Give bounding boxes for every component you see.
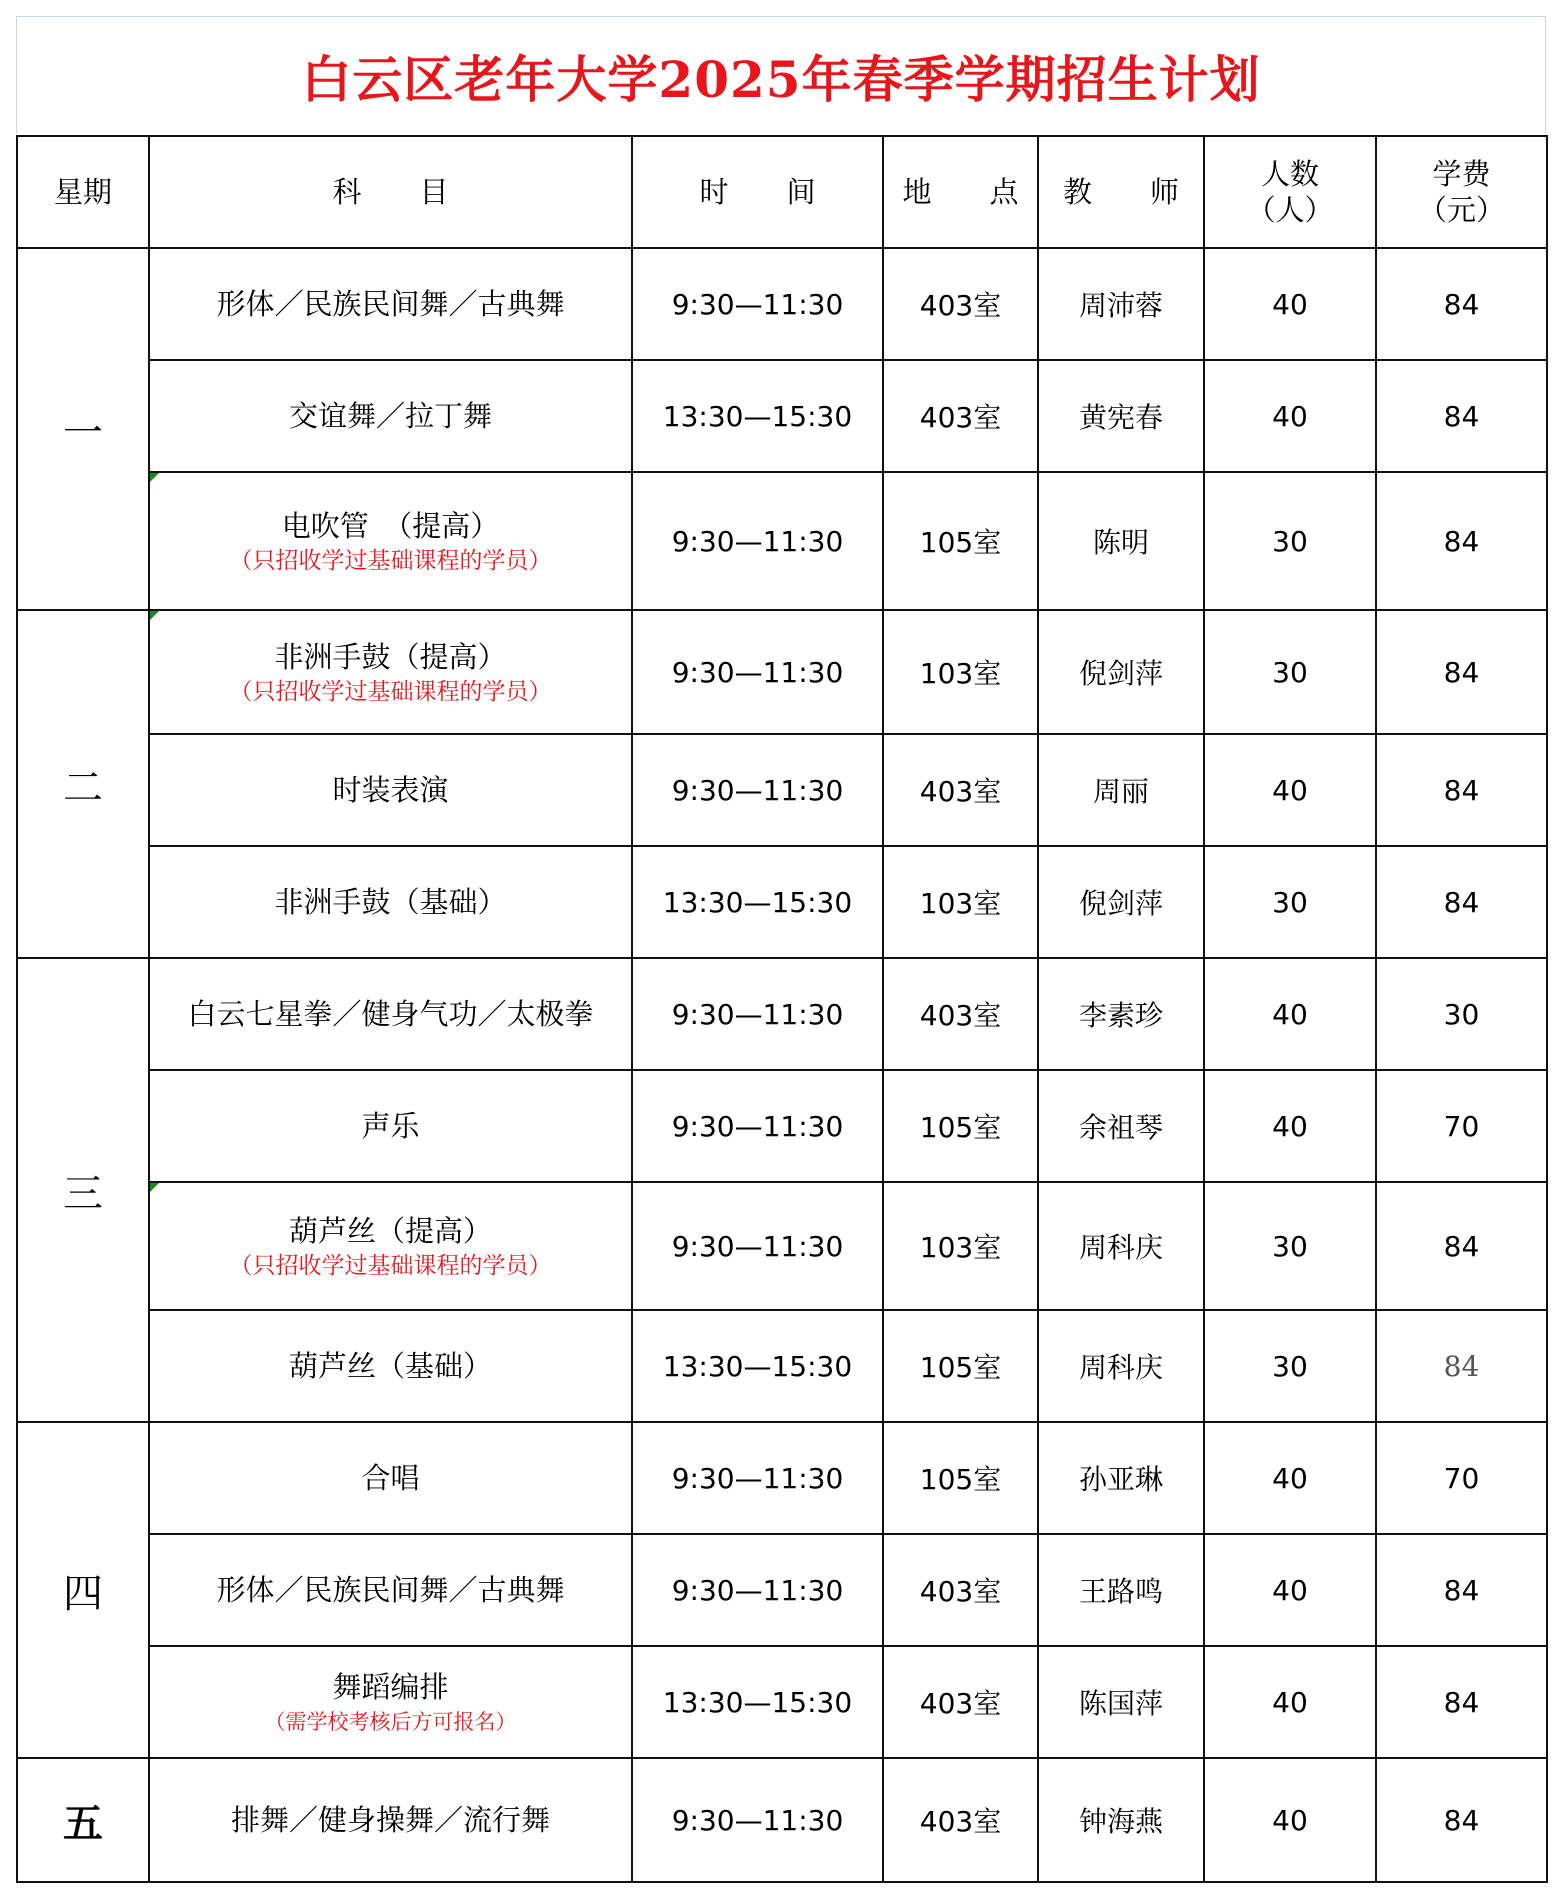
fee-cell: 84 xyxy=(1376,1534,1547,1646)
table-row xyxy=(17,1758,1547,1882)
subject-cell: 葫芦丝（基础） xyxy=(149,1310,632,1422)
fee-cell: 84 xyxy=(1376,1758,1547,1882)
subject-cell: 声乐 xyxy=(149,1070,632,1182)
header-time: 时 间 xyxy=(632,136,883,248)
comment-marker xyxy=(150,473,159,482)
header-fee-line1: 学费 xyxy=(1432,157,1491,191)
table-row xyxy=(17,846,1547,958)
place-cell: 403室 xyxy=(883,958,1038,1070)
time-cell: 9:30—11:30 xyxy=(632,1182,883,1310)
subject-label: 电吹管 （提高） xyxy=(281,509,500,543)
header-place: 地 点 xyxy=(883,136,1038,248)
fee-cell: 70 xyxy=(1376,1070,1547,1182)
count-cell: 30 xyxy=(1204,1310,1376,1422)
fee-cell: 84 xyxy=(1376,1310,1547,1422)
table-row xyxy=(17,610,1547,734)
table-row xyxy=(17,1070,1547,1182)
title-box xyxy=(16,16,1546,134)
subject-cell: 时装表演 xyxy=(149,734,632,846)
subject-label: 舞蹈编排 xyxy=(332,1670,449,1704)
teacher-cell: 周科庆 xyxy=(1038,1310,1204,1422)
subject-cell: 排舞／健身操舞／流行舞 xyxy=(149,1758,632,1882)
subject-cell xyxy=(149,1646,632,1758)
count-cell: 40 xyxy=(1204,1758,1376,1882)
subject-cell xyxy=(149,1182,632,1310)
time-cell: 9:30—11:30 xyxy=(632,472,883,610)
count-cell: 40 xyxy=(1204,1070,1376,1182)
comment-marker xyxy=(150,611,159,620)
day-cell-thu: 四 xyxy=(17,1422,149,1758)
teacher-cell: 周沛蓉 xyxy=(1038,248,1204,360)
count-cell: 30 xyxy=(1204,472,1376,610)
count-cell: 40 xyxy=(1204,360,1376,472)
subject-cell: 合唱 xyxy=(149,1422,632,1534)
teacher-cell: 陈国萍 xyxy=(1038,1646,1204,1758)
header-row xyxy=(17,136,1547,248)
table-row xyxy=(17,958,1547,1070)
fee-cell: 84 xyxy=(1376,610,1547,734)
time-cell: 9:30—11:30 xyxy=(632,1534,883,1646)
fee-cell: 84 xyxy=(1376,846,1547,958)
subject-cell: 非洲手鼓（基础） xyxy=(149,846,632,958)
subject-cell: 形体／民族民间舞／古典舞 xyxy=(149,1534,632,1646)
fee-cell: 70 xyxy=(1376,1422,1547,1534)
subject-label: 非洲手鼓（提高） xyxy=(274,640,507,674)
subject-note: （需学校考核后方可报名） xyxy=(264,1710,517,1734)
table-row xyxy=(17,360,1547,472)
table-row xyxy=(17,248,1547,360)
fee-cell: 84 xyxy=(1376,1646,1547,1758)
count-cell: 40 xyxy=(1204,248,1376,360)
count-cell: 40 xyxy=(1204,1646,1376,1758)
teacher-cell: 周科庆 xyxy=(1038,1182,1204,1310)
header-count-line1: 人数 xyxy=(1260,157,1319,191)
teacher-cell: 周丽 xyxy=(1038,734,1204,846)
enrollment-plan-table xyxy=(16,135,1548,1883)
teacher-cell: 陈明 xyxy=(1038,472,1204,610)
time-cell: 13:30—15:30 xyxy=(632,360,883,472)
table-row xyxy=(17,734,1547,846)
place-cell: 403室 xyxy=(883,360,1038,472)
teacher-cell: 倪剑萍 xyxy=(1038,610,1204,734)
place-cell: 403室 xyxy=(883,248,1038,360)
subject-cell: 白云七星拳／健身气功／太极拳 xyxy=(149,958,632,1070)
day-cell-fri: 五 xyxy=(17,1758,149,1882)
time-cell: 13:30—15:30 xyxy=(632,846,883,958)
header-count-line2: （人） xyxy=(1246,193,1334,227)
header-fee xyxy=(1376,136,1547,248)
fee-cell: 84 xyxy=(1376,734,1547,846)
subject-note: （只招收学过基础课程的学员） xyxy=(229,679,552,705)
count-cell: 30 xyxy=(1204,1182,1376,1310)
page-title: 白云区老年大学2025年春季学期招生计划 xyxy=(301,49,1261,109)
time-cell: 9:30—11:30 xyxy=(632,610,883,734)
subject-cell xyxy=(149,610,632,734)
day-cell-mon: 一 xyxy=(17,248,149,610)
time-cell: 9:30—11:30 xyxy=(632,1758,883,1882)
teacher-cell: 李素珍 xyxy=(1038,958,1204,1070)
table-row xyxy=(17,472,1547,610)
day-cell-wed: 三 xyxy=(17,958,149,1422)
fee-cell: 30 xyxy=(1376,958,1547,1070)
table-row xyxy=(17,1534,1547,1646)
place-cell: 105室 xyxy=(883,472,1038,610)
place-cell: 105室 xyxy=(883,1310,1038,1422)
time-cell: 9:30—11:30 xyxy=(632,248,883,360)
header-teacher: 教 师 xyxy=(1038,136,1204,248)
time-cell: 9:30—11:30 xyxy=(632,958,883,1070)
table-row xyxy=(17,1422,1547,1534)
place-cell: 403室 xyxy=(883,1646,1038,1758)
teacher-cell: 钟海燕 xyxy=(1038,1758,1204,1882)
teacher-cell: 孙亚琳 xyxy=(1038,1422,1204,1534)
fee-cell: 84 xyxy=(1376,248,1547,360)
place-cell: 103室 xyxy=(883,846,1038,958)
header-count xyxy=(1204,136,1376,248)
place-cell: 403室 xyxy=(883,1758,1038,1882)
subject-note: （只招收学过基础课程的学员） xyxy=(229,1253,552,1279)
header-subject: 科 目 xyxy=(149,136,632,248)
subject-cell: 形体／民族民间舞／古典舞 xyxy=(149,248,632,360)
subject-note: （只招收学过基础课程的学员） xyxy=(229,548,552,574)
place-cell: 403室 xyxy=(883,734,1038,846)
time-cell: 9:30—11:30 xyxy=(632,1422,883,1534)
table-row xyxy=(17,1310,1547,1422)
table-row xyxy=(17,1646,1547,1758)
count-cell: 40 xyxy=(1204,1534,1376,1646)
count-cell: 40 xyxy=(1204,1422,1376,1534)
time-cell: 13:30—15:30 xyxy=(632,1646,883,1758)
day-cell-tue: 二 xyxy=(17,610,149,958)
place-cell: 105室 xyxy=(883,1422,1038,1534)
time-cell: 13:30—15:30 xyxy=(632,1310,883,1422)
fee-cell: 84 xyxy=(1376,1182,1547,1310)
place-cell: 103室 xyxy=(883,1182,1038,1310)
fee-cell: 84 xyxy=(1376,472,1547,610)
comment-marker xyxy=(150,1183,159,1192)
subject-cell xyxy=(149,472,632,610)
teacher-cell: 余祖琴 xyxy=(1038,1070,1204,1182)
subject-label: 葫芦丝（提高） xyxy=(288,1214,492,1248)
place-cell: 403室 xyxy=(883,1534,1038,1646)
table-row xyxy=(17,1182,1547,1310)
count-cell: 30 xyxy=(1204,610,1376,734)
teacher-cell: 倪剑萍 xyxy=(1038,846,1204,958)
count-cell: 30 xyxy=(1204,846,1376,958)
count-cell: 40 xyxy=(1204,958,1376,1070)
header-day: 星期 xyxy=(17,136,149,248)
header-fee-line2: （元） xyxy=(1417,193,1505,227)
teacher-cell: 黄宪春 xyxy=(1038,360,1204,472)
fee-cell: 84 xyxy=(1376,360,1547,472)
count-cell: 40 xyxy=(1204,734,1376,846)
place-cell: 105室 xyxy=(883,1070,1038,1182)
place-cell: 103室 xyxy=(883,610,1038,734)
time-cell: 9:30—11:30 xyxy=(632,1070,883,1182)
time-cell: 9:30—11:30 xyxy=(632,734,883,846)
teacher-cell: 王路鸣 xyxy=(1038,1534,1204,1646)
subject-cell: 交谊舞／拉丁舞 xyxy=(149,360,632,472)
